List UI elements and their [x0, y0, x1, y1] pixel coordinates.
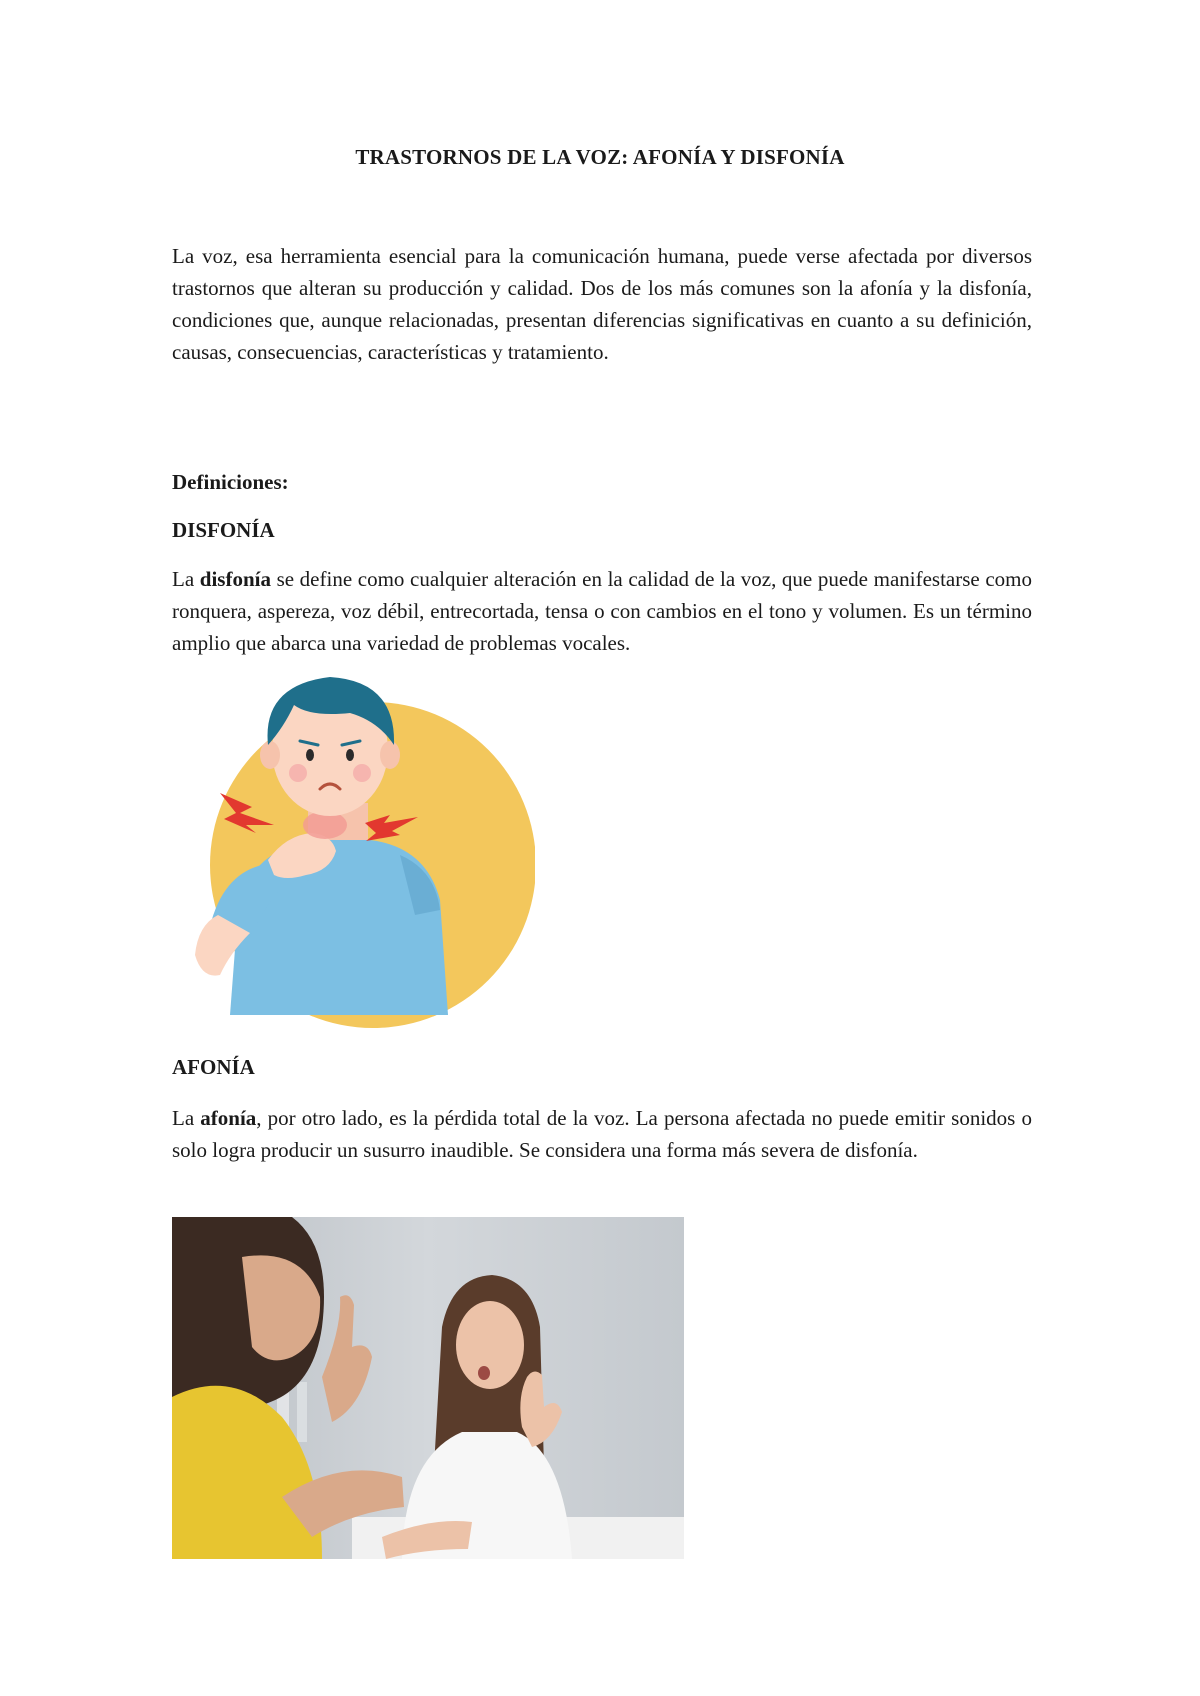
- afonia-heading: AFONÍA: [172, 1055, 255, 1079]
- sore-throat-illustration: [190, 675, 535, 1030]
- document-title: TRASTORNOS DE LA VOZ: AFONÍA Y DISFONÍA: [355, 145, 845, 169]
- intro-paragraph: La voz, esa herramienta esencial para la comunicación humana, puede verse afectada por diversos trastornos que alteran su producción y calidad. Dos de los más comunes son la afonía y la disfonía, condiciones que, aunque relacionadas, presentan diferencias significativas en cuanto a su definición, causas, consecuencias, características y tratamiento.: [172, 244, 1032, 364]
- afonia-paragraph: [172, 1102, 1032, 1166]
- girl-face: [456, 1301, 524, 1389]
- disfonia-heading: DISFONÍA: [172, 518, 275, 542]
- speech-therapy-photo: [172, 1217, 684, 1559]
- afonia-text-prefix: La: [172, 1106, 201, 1130]
- afonia-text-rest: , por otro lado, es la pérdida total de la voz. La persona afectada no puede emitir sonidos o solo logra producir un susurro inaudible. Se considera una forma más severa de disfonía.: [172, 1106, 1032, 1162]
- disfonia-text-rest: se define como cualquier alteración en la calidad de la voz, que puede manifestarse como ronquera, aspereza, voz débil, entrecortada, tensa o con cambios en el tono y volumen. Es un término amplio que abarca una variedad de problemas vocales.: [172, 567, 1032, 655]
- disfonia-text-prefix: La: [172, 567, 200, 591]
- afonia-term: afonía: [200, 1106, 257, 1130]
- definitions-heading: Definiciones:: [172, 470, 289, 494]
- disfonia-paragraph: [172, 563, 1032, 659]
- disfonia-term: disfonía: [199, 567, 271, 591]
